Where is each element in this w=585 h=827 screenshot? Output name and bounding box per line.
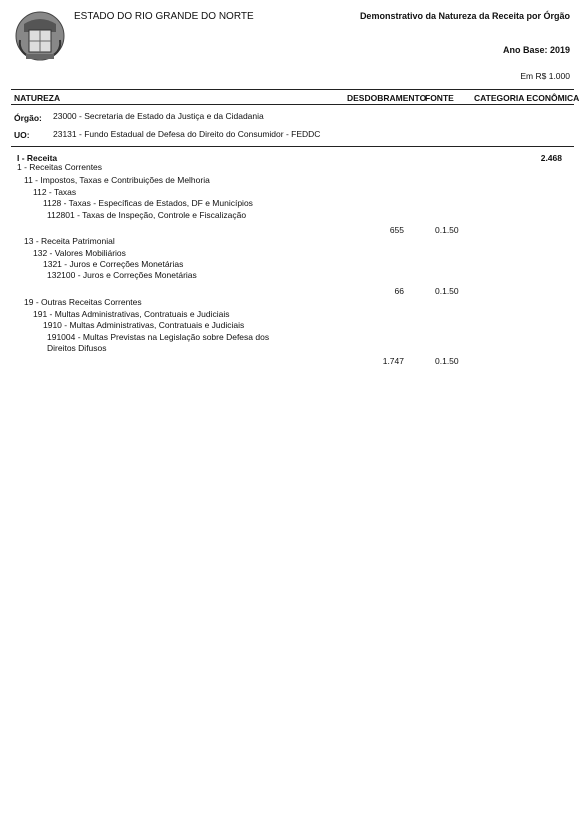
section-rule <box>11 146 574 147</box>
report-title: Demonstrativo da Natureza da Receita por Órgão <box>359 11 570 21</box>
row-receitas-correntes: 1 - Receitas Correntes <box>17 162 103 172</box>
header-top-rule <box>11 89 574 90</box>
row-receita-total: 2.468 <box>540 153 562 163</box>
row-taxas: 112 - Taxas <box>33 187 77 197</box>
row-receita: I - Receita <box>17 153 58 163</box>
row-valores-mobiliarios: 132 - Valores Mobiliários <box>33 248 126 258</box>
column-natureza: NATUREZA <box>14 93 61 103</box>
uo-value: 23131 - Fundo Estadual de Defesa do Direito do Consumidor - FEDDC <box>53 129 321 139</box>
row-multas-desdobramento: 1.747 <box>382 356 404 366</box>
row-multas-fonte: 0.1.50 <box>435 356 459 366</box>
currency-unit: Em R$ 1.000 <box>520 71 570 81</box>
orgao-label: Órgão: <box>14 113 42 123</box>
row-juros-132100: 132100 - Juros e Correções Monetárias <box>47 270 197 280</box>
base-year: Ano Base: 2019 <box>502 45 570 55</box>
column-desdobramento: DESDOBRAMENTO <box>347 93 427 103</box>
row-taxas-inspecao: 112801 - Taxas de Inspeção, Controle e Fiscalização <box>47 210 247 220</box>
column-fonte: FONTE <box>425 93 454 103</box>
row-juros-1321: 1321 - Juros e Correções Monetárias <box>43 259 184 269</box>
row-multas-1910: 1910 - Multas Administrativas, Contratuais e Judiciais <box>43 320 245 330</box>
column-categoria-economica: CATEGORIA ECONÔMICA <box>474 93 580 103</box>
row-outras-receitas: 19 - Outras Receitas Correntes <box>24 297 142 307</box>
row-taxas-especificas: 1128 - Taxas - Específicas de Estados, DF e Municípios <box>43 198 253 208</box>
row-impostos-taxas: 11 - Impostos, Taxas e Contribuições de Melhoria <box>24 175 210 185</box>
header-bottom-rule <box>11 104 574 105</box>
state-name: ESTADO DO RIO GRANDE DO NORTE <box>74 11 254 22</box>
row-multas-191004: 191004 - Multas Previstas na Legislação sobre Defesa dos <box>47 332 270 342</box>
row-multas-191: 191 - Multas Administrativas, Contratuais e Judiciais <box>33 309 230 319</box>
row-taxas-inspecao-desdobramento: 655 <box>389 225 404 235</box>
row-multas-191004-cont: Direitos Difusos <box>47 343 107 353</box>
row-receita-patrimonial: 13 - Receita Patrimonial <box>24 236 115 246</box>
uo-label: UO: <box>14 130 30 140</box>
state-coat-of-arms-logo <box>14 10 66 62</box>
row-taxas-inspecao-fonte: 0.1.50 <box>435 225 459 235</box>
row-juros-desdobramento: 66 <box>394 286 404 296</box>
row-juros-fonte: 0.1.50 <box>435 286 459 296</box>
orgao-value: 23000 - Secretaria de Estado da Justiça e da Cidadania <box>53 111 264 121</box>
